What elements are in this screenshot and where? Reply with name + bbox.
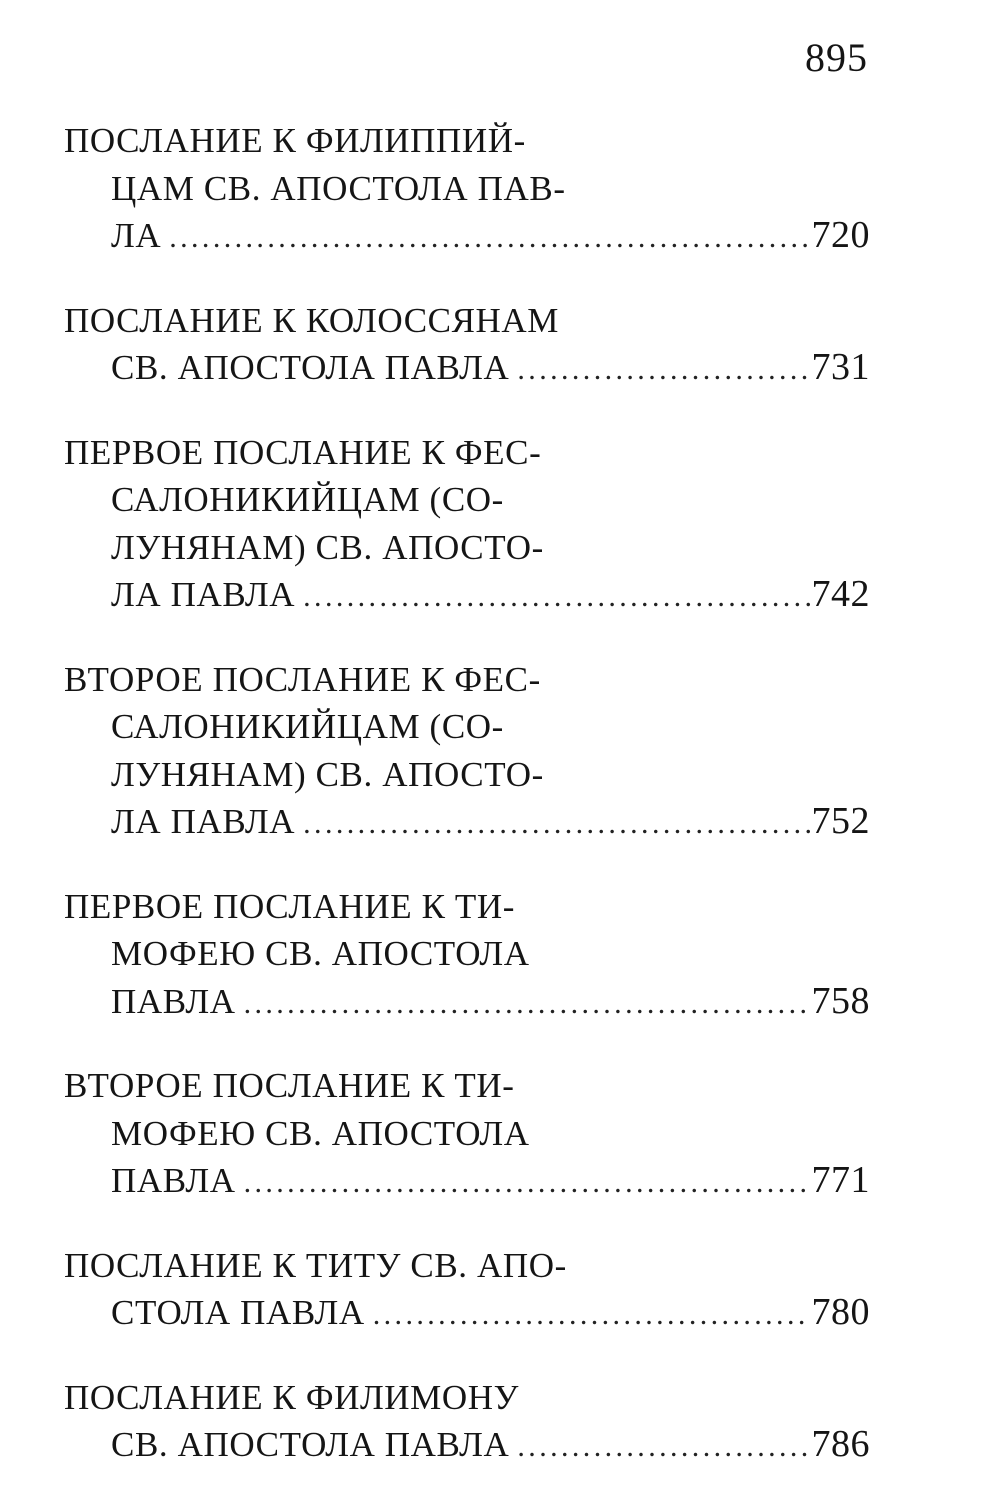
entry-text: МОФЕЮ СВ. АПОСТОЛА [111,1113,530,1153]
table-of-contents [64,117,870,1506]
entry-line [64,930,870,978]
entry-line [64,703,870,751]
entry-line [64,117,870,165]
entry-line [64,656,870,704]
entry-line [64,429,870,477]
dot-leader [303,573,809,621]
dot-leader [373,1291,810,1339]
entry-text: ПЕРВОЕ ПОСЛАНИЕ К ФЕС- [64,432,542,472]
entry-text: ПЕРВОЕ ПОСЛАНИЕ К ТИ- [64,886,516,926]
entry-text: МОФЕЮ СВ. АПОСТОЛА [111,934,530,973]
entry-line [64,165,870,213]
entry-text: САЛОНИКИЙЦАМ (СО- [111,480,504,519]
dot-leader [244,980,810,1028]
entry-text: ЦАМ СВ. АПОСТОЛА ПАВ- [111,168,566,208]
entry-text: ПАВЛА [111,1161,236,1200]
entry-text: ЛА [111,216,162,255]
toc-entry [64,429,870,619]
entry-last-line [64,1421,870,1469]
entry-text: СВ. АПОСТОЛА ПАВЛА [111,348,510,387]
entry-page-number: 771 [811,1159,870,1201]
entry-text: ПОСЛАНИЕ К ФИЛИППИЙ- [64,121,526,160]
toc-entry [64,883,870,1026]
entry-text: ПОСЛАНИЕ К ФИЛИМОНУ [64,1377,520,1417]
entry-last-line [64,212,870,260]
entry-line [64,297,870,345]
entry-last-line [64,1289,870,1337]
entry-line [64,1242,870,1290]
entry-text: ПОСЛАНИЕ К КОЛОССЯНАМ [64,300,559,340]
toc-entry [64,297,870,392]
entry-text: ЛУНЯНАМ) СВ. АПОСТО- [111,754,544,794]
entry-line [64,476,870,524]
entry-text: ЛА ПАВЛА [111,575,296,614]
entry-page-number: 780 [811,1291,870,1333]
dot-leader [169,214,809,262]
entry-text: ВТОРОЕ ПОСЛАНИЕ К ТИ- [64,1066,515,1105]
entry-last-line [64,798,870,846]
entry-text: ЛА ПАВЛА [111,802,296,841]
entry-text: САЛОНИКИЙЦАМ (СО- [111,707,504,746]
entry-line [64,1110,870,1158]
entry-text: ПОСЛАНИЕ К ТИТУ СВ. АПО- [64,1245,567,1285]
entry-line [64,524,870,572]
dot-leader [517,1423,809,1471]
dot-leader [517,346,809,394]
dot-leader [303,800,809,848]
toc-entry [64,1062,870,1205]
entry-page-number: 752 [811,800,870,842]
entry-page-number: 742 [811,573,870,615]
entry-last-line [64,1157,870,1205]
dot-leader [244,1159,810,1207]
entry-page-number: 731 [811,346,870,388]
entry-last-line [64,571,870,619]
entry-page-number: 758 [811,979,870,1022]
entry-text: СВ. АПОСТОЛА ПАВЛА [111,1425,510,1464]
toc-entry [64,117,870,260]
entry-line [64,1062,870,1110]
entry-line [64,883,870,931]
entry-page-number: 786 [811,1423,870,1465]
entry-line [64,1374,870,1422]
entry-text: ЛУНЯНАМ) СВ. АПОСТО- [111,527,544,567]
entry-text: ПАВЛА [111,981,236,1021]
entry-text: ВТОРОЕ ПОСЛАНИЕ К ФЕС- [64,659,541,699]
entry-last-line [64,978,870,1026]
toc-entry [64,656,870,846]
entry-line [64,751,870,799]
entry-last-line [64,344,870,392]
page-number: 895 [805,35,868,80]
toc-entry [64,1374,870,1469]
entry-page-number: 720 [811,214,870,256]
toc-entry [64,1242,870,1337]
entry-text: СТОЛА ПАВЛА [111,1293,365,1332]
